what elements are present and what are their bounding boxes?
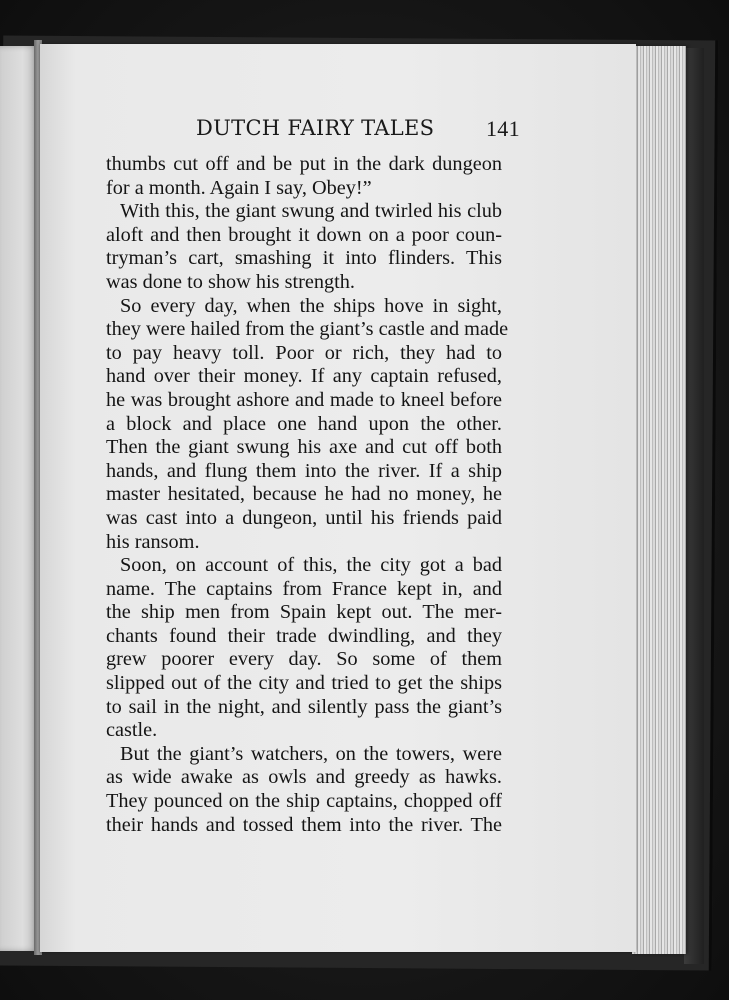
text-line: was done to show his strength. — [106, 270, 355, 293]
text-line: So every day, when the ships hove in sight, — [120, 294, 502, 317]
cover-edge — [684, 48, 704, 964]
text-line: grew poorer every day. So some of them — [106, 648, 502, 671]
text-line: master hesitated, because he had no money, he — [106, 483, 502, 506]
page-number: 141 — [486, 116, 520, 141]
text-line: he was brought ashore and made to kneel before — [106, 388, 502, 411]
text-line: hands, and flung them into the river. If a ship — [106, 459, 502, 482]
text-line: thumbs cut off and be put in the dark dungeon — [106, 153, 502, 175]
text-line: But the giant’s watchers, on the towers, were — [120, 742, 502, 765]
text-line: Soon, on account of this, the city got a bad — [120, 554, 502, 577]
text-line: With this, the giant swung and twirled his club — [120, 200, 502, 223]
text-line: chants found their trade dwindling, and they — [106, 624, 502, 647]
running-head — [196, 116, 520, 146]
text-line: hand over their money. If any captain refused, — [106, 365, 502, 388]
text-line: They pounced on the ship captains, chopped off — [106, 790, 502, 813]
page-edges — [632, 46, 686, 954]
text-line: aloft and then brought it down on a poor coun- — [106, 223, 502, 246]
text-line: their hands and tossed them into the river. The — [106, 813, 502, 836]
text-line: to pay heavy toll. Poor or rich, they had to — [106, 341, 502, 364]
text-line: to sail in the night, and silently pass the giant’s — [106, 695, 502, 718]
text-line: his ransom. — [106, 530, 200, 553]
text-line: tryman’s cart, smashing it into flinders. This — [106, 247, 502, 270]
text-line: as wide awake as owls and greedy as hawks. — [106, 766, 502, 789]
text-line: for a month. Again I say, Obey!” — [106, 176, 372, 199]
running-title: DUTCH FAIRY TALES — [196, 116, 435, 140]
body-text — [106, 153, 509, 837]
facing-page-edge — [0, 46, 38, 951]
text-line: they were hailed from the giant’s castle and made — [106, 318, 509, 341]
text-line: was cast into a dungeon, until his friends paid — [106, 506, 502, 529]
text-line: slipped out of the city and tried to get the ships — [106, 672, 502, 695]
text-line: Then the giant swung his axe and cut off both — [106, 436, 502, 459]
text-line: castle. — [106, 719, 158, 742]
text-line: name. The captains from France kept in, and — [106, 577, 502, 600]
text-line: the ship men from Spain kept out. The mer- — [106, 601, 502, 624]
text-line: a block and place one hand upon the other. — [106, 412, 502, 435]
